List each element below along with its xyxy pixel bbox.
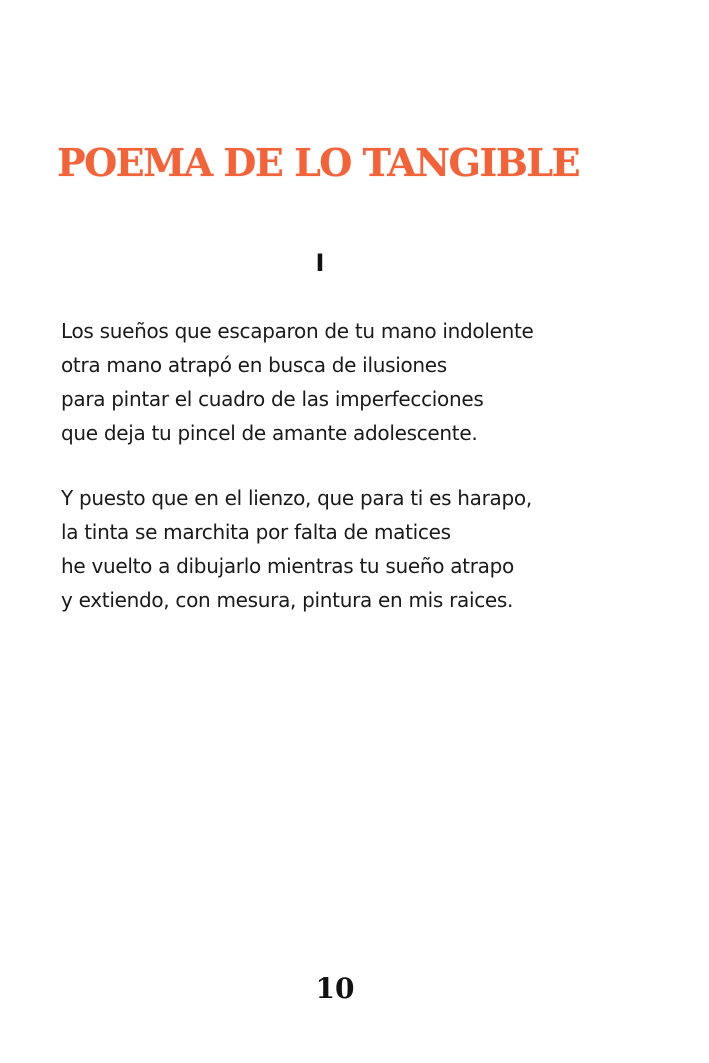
verse-line: que deja tu pincel de amante adolescente. xyxy=(61,421,478,445)
page-title: POEMA DE LO TANGIBLE xyxy=(57,140,580,185)
stanza-2 xyxy=(61,481,532,617)
verse-line: Y puesto que en el lienzo, que para ti es harapo, xyxy=(61,486,532,510)
verse-line: he vuelto a dibujarlo mientras tu sueño atrapo xyxy=(61,554,514,578)
verse-line: la tinta se marchita por falta de matices xyxy=(61,520,451,544)
verse-line: Los sueños que escaparon de tu mano indolente xyxy=(61,319,534,343)
verse-line: y extiendo, con mesura, pintura en mis raices. xyxy=(61,588,514,612)
verse-line: otra mano atrapó en busca de ilusiones xyxy=(61,353,447,377)
page-number: 10 xyxy=(315,972,355,1005)
stanza-1 xyxy=(61,314,534,450)
verse-line: para pintar el cuadro de las imperfecciones xyxy=(61,387,484,411)
section-numeral: I xyxy=(315,249,325,277)
